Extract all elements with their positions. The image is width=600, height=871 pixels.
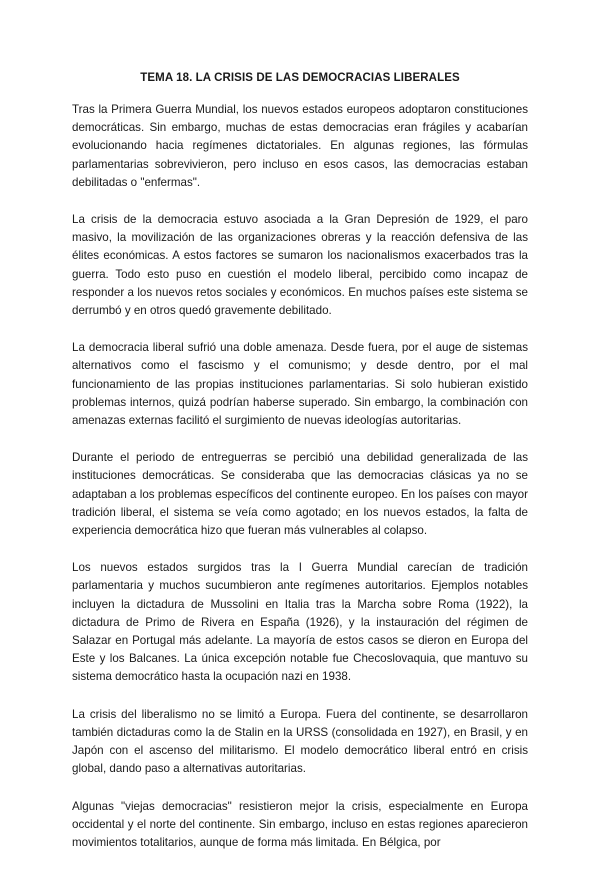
paragraph: Durante el periodo de entreguerras se percibió una debilidad generalizada de las instituciones democráticas. Se consideraba que las democracias clásicas ya no se adaptaban a los problemas específicos del continente europeo. En los países con mayor tradición liberal, el sistema se veía como agotado; en los nuevos estados, la falta de experiencia democrática hizo que fueran más vulnerables al colapso.	[72, 451, 528, 538]
paragraph: Los nuevos estados surgidos tras la I Guerra Mundial carecían de tradición parlamentaria y muchos sucumbieron ante regímenes autoritarios. Ejemplos notables incluyen la dictadura de Mussolini en Italia tras la Marcha sobre Roma (1922), la dictadura de Primo de Rivera en España (1926), y la instauración del régimen de Salazar en Portugal más adelante. La mayoría de estos casos se dieron en Europa del Este y los Balcanes. La única excepción notable fue Checoslovaquia, que mantuvo su sistema democrático hasta la ocupación nazi en 1938.	[72, 561, 528, 684]
paragraph: La democracia liberal sufrió una doble amenaza. Desde fuera, por el auge de sistemas alternativos como el fascismo y el comunismo; y desde dentro, por el mal funcionamiento de las propias instituciones parlamentarias. Si solo hubieran existido problemas internos, quizá podrían haberse superado. Sin embargo, la combinación con amenazas externas facilitó el surgimiento de nuevas ideologías autoritarias.	[72, 341, 528, 428]
paragraph: La crisis de la democracia estuvo asociada a la Gran Depresión de 1929, el paro masivo, la movilización de las organizaciones obreras y la reacción defensiva de las élites económicas. A estos factores se sumaron los nacionalismos exacerbados tras la guerra. Todo esto puso en cuestión el modelo liberal, percibido como incapaz de responder a los nuevos retos sociales y económicos. En muchos países este sistema se derrumbó y en otros quedó gravemente debilitado.	[72, 213, 528, 318]
document-title: TEMA 18. LA CRISIS DE LAS DEMOCRACIAS LIBERALES	[140, 72, 460, 84]
paragraph: Algunas "viejas democracias" resistieron mejor la crisis, especialmente en Europa occidental y el norte del continente. Sin embargo, incluso en estas regiones aparecieron movimientos totalitarios, aunque de forma más limitada. En Bélgica, por	[72, 799, 528, 849]
paragraph: La crisis del liberalismo no se limitó a Europa. Fuera del continente, se desarrollaron también dictaduras como la de Stalin en la URSS (consolidada en 1927), en Brasil, y en Japón con el ascenso del militarismo. El modelo democrático liberal entró en crisis global, dando paso a alternativas autoritarias.	[72, 707, 528, 776]
paragraph: Tras la Primera Guerra Mundial, los nuevos estados europeos adoptaron constituciones democráticas. Sin embargo, muchas de estas democracias eran frágiles y acabarían evolucionando hacia regímenes dictatoriales. En algunas regiones, las fórmulas parlamentarias sobrevivieron, pero incluso en esos casos, las democracias estaban debilitadas o "enfermas".	[72, 103, 528, 189]
document-body	[72, 101, 528, 871]
